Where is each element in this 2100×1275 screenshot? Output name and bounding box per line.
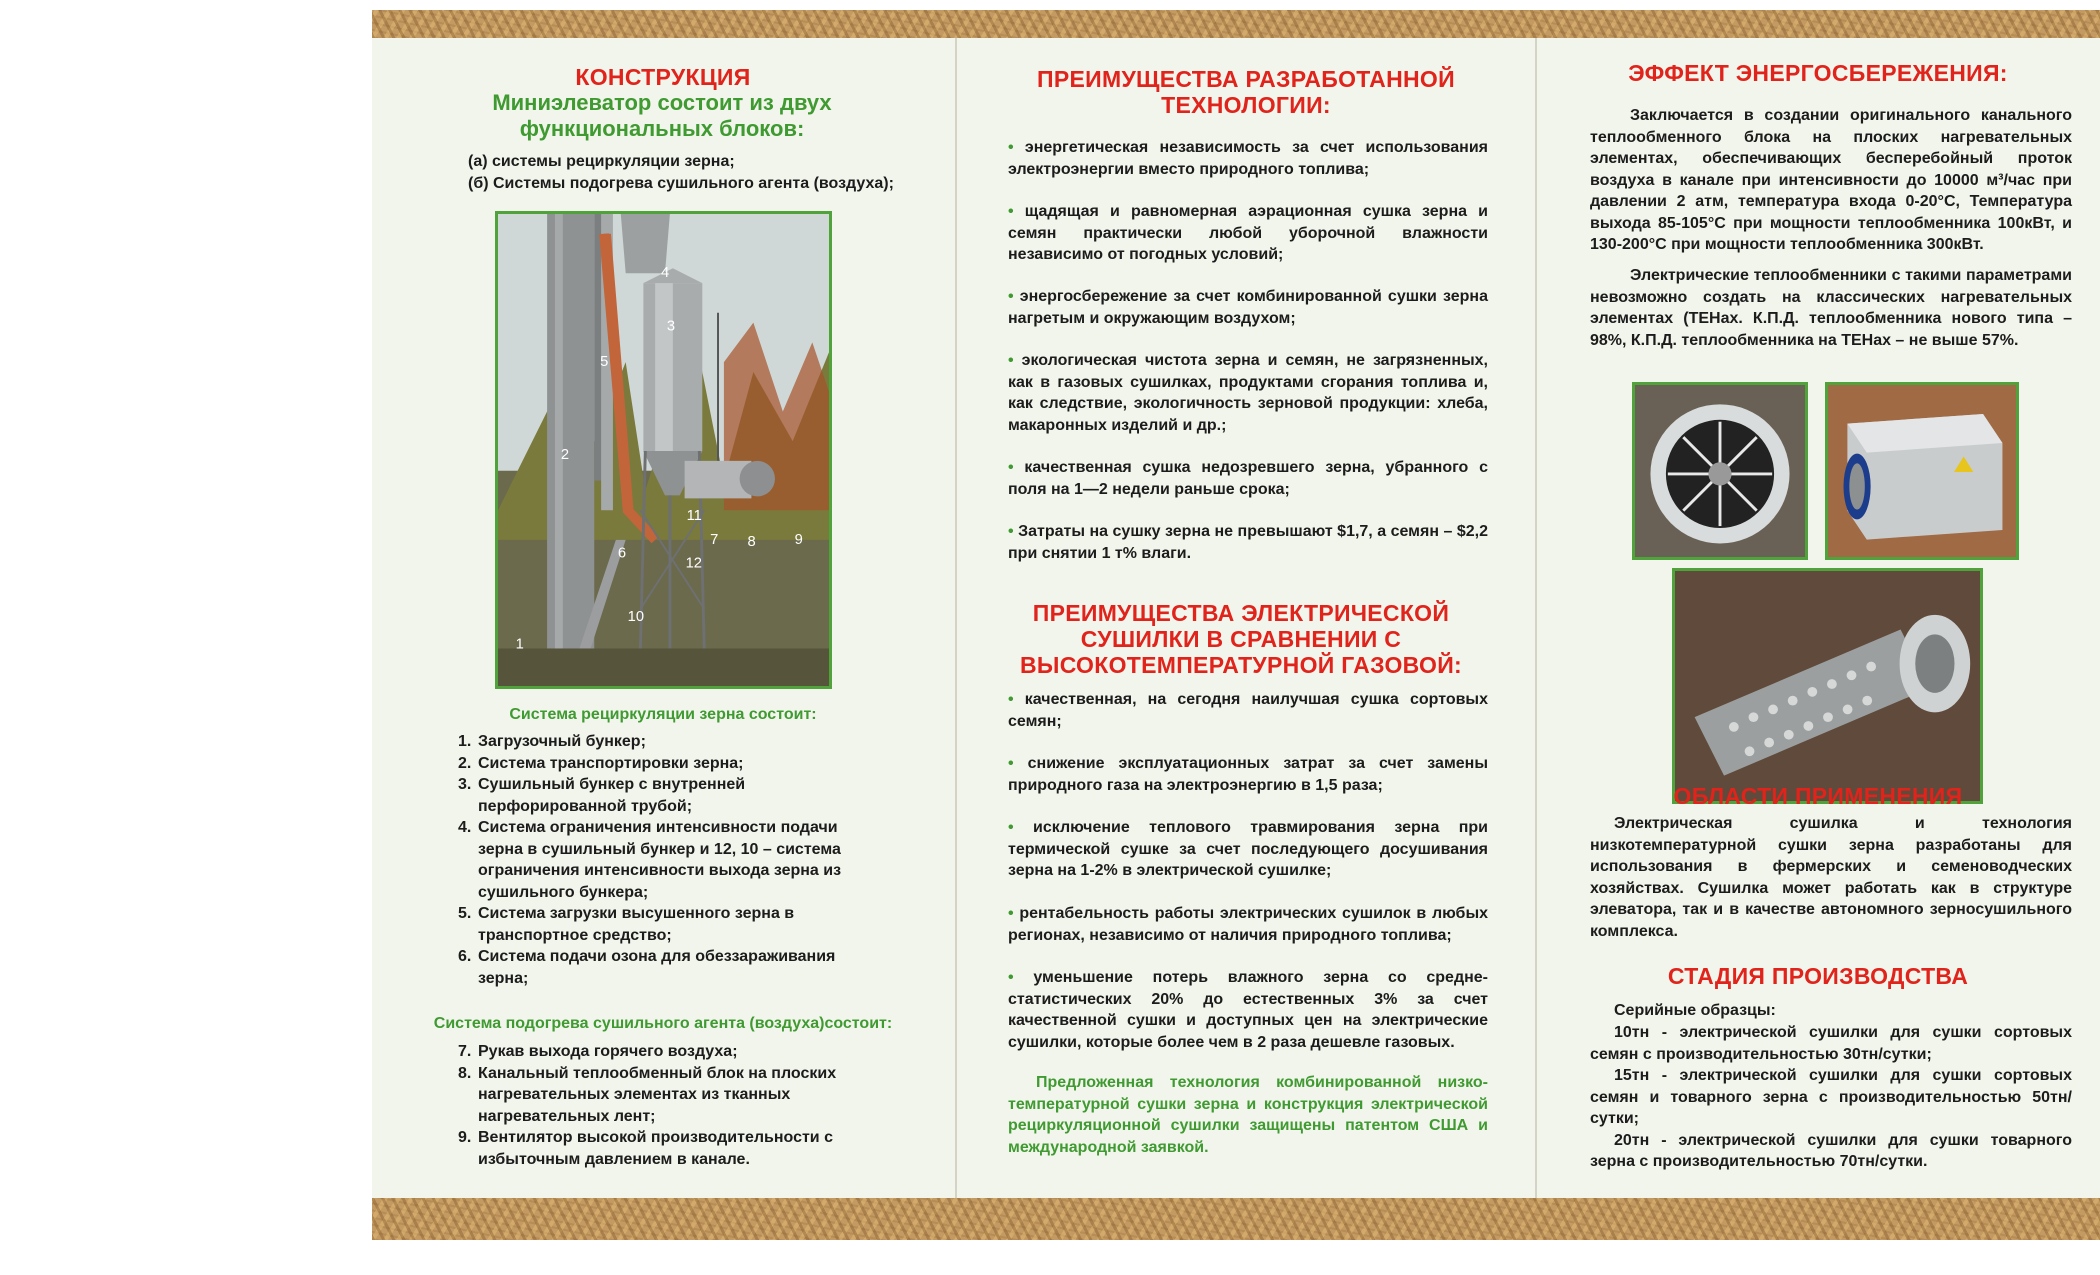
comparison-heading: ПРЕИМУЩЕСТВА ЭЛЕКТРИЧЕСКОЙ СУШИЛКИ В СРАВНЕНИИ С ВЫСОКОТЕМПЕРАТУРНОЙ ГАЗОВОЙ: (1019, 600, 1463, 678)
comparison-item: • исключение теплового травмирования зерна при термической сушке за счет последующего досушивания зерна на 1-2% в электрической сушилке; (1008, 819, 1488, 879)
recirc-item: 3. Сушильный бункер с внутренней перфорированной трубой; (458, 776, 746, 815)
photo-label: 7 (710, 531, 719, 548)
recirc-title: Система рециркуляции зерна состоит: (509, 706, 817, 723)
grain-border-top (372, 10, 2100, 38)
comparison-list (1008, 689, 1488, 1069)
advantages-heading: ПРЕИМУЩЕСТВА РАЗРАБОТАННОЙ ТЕХНОЛОГИИ: (1037, 66, 1455, 118)
serial-item: 20тн - электрической сушилки для сушки товарного зерна с производительностью 70тн/сутки. (1590, 1131, 2072, 1170)
photo-label: 11 (686, 508, 702, 525)
photo-label: 9 (794, 531, 803, 548)
photo-label: 5 (600, 354, 609, 371)
grain-border-bottom (372, 1198, 2100, 1240)
application-heading: ОБЛАСТИ ПРИМЕНЕНИЯ (1673, 783, 1963, 809)
heating-list (458, 1041, 858, 1170)
photo-label: 12 (685, 555, 702, 572)
blocks-list (468, 151, 908, 194)
tenax-block-illustration (1675, 571, 1980, 801)
block-item: (б) Системы подогрева сушильного агента (воздуха); (468, 174, 894, 192)
photo-label: 2 (560, 446, 570, 463)
effect-paragraph-2: Электрические теплообменники с такими параметрами невозможно создать на классических нагревательных элементах (ТЕНах. К.П.Д. теплообменника нового типа – 98%, К.П.Д. теплообменника на ТЕНах – не выше 57%. (1590, 267, 2072, 349)
exchanger-box-illustration (1828, 385, 2016, 557)
channel-exchanger-photo (1825, 382, 2019, 560)
photo-label: 10 (627, 608, 645, 625)
advantages-list (1008, 137, 1488, 565)
comparison-item: • рентабельность работы электрических сушилок в любых регионах, независимо от наличия природного топлива; (1008, 905, 1489, 944)
comparison-item: • снижение эксплуатационных затрат за счет замены природного газа на электроэнергию в 1,5 раза; (1008, 755, 1489, 794)
recirc-item: 5. Система загрузки высушенного зерна в транспортное средство; (458, 905, 795, 944)
comparison-item: • уменьшение потерь влажного зерна со средне-статистических 20% до естественных 3% за счет качественной сушки и доступных цен на электрические сушилки, которые более чем в 2 раза дешевле газовых. (1008, 969, 1488, 1051)
construction-heading: КОНСТРУКЦИЯ (575, 64, 751, 90)
production-heading: СТАДИЯ ПРОИЗВОДСТВА (1667, 963, 1969, 989)
recirc-item: 4. Система ограничения интенсивности подачи зерна в сушильный бункер и 12, 10 – система ограничения интенсивности выхода зерна из сушильного бункера; (458, 819, 842, 901)
recirc-item: 2. Система транспортировки зерна; (458, 754, 744, 772)
advantage-item: • экологическая чистота зерна и семян, не загрязненных, как в газовых сушилках, продуктами сгорания топлива и, как следствие, экологичность зерновой продукции: хлеба, макаронных изделий и др.; (1008, 352, 1488, 434)
serial-item: 10тн - электрической сушилки для сушки сортовых семян с производительностью 30тн/сутки; (1590, 1024, 2072, 1063)
recirc-item: 6. Система подачи озона для обеззараживания зерна; (458, 948, 836, 987)
comparison-item: • качественная, на сегодня наилучшая сушка сортовых семян; (1008, 691, 1488, 730)
advantage-item: • энергосбережение за счет комбинированной сушки зерна нагретым и окружающим воздухом; (1008, 288, 1488, 327)
serial-list (1590, 1022, 2072, 1173)
serial-item: 15тн - электрической сушилки для сушки сортовых семян и товарного зерна с производительностью 50тн/сутки; (1590, 1067, 2072, 1127)
photo-label: 3 (666, 318, 676, 335)
panel-advantages (956, 38, 1534, 1198)
tenax-block-photo (1672, 568, 1983, 804)
fan-heater-illustration (1635, 385, 1805, 557)
heating-item: 8. Канальный теплообменный блок на плоских нагревательных элементах из тканных нагревательных лент; (458, 1064, 837, 1125)
advantage-item: • Затраты на сушку зерна не превышают $1,7, а семян – $2,2 при снятии 1 т% влаги. (1008, 523, 1489, 562)
photo-label: 6 (617, 545, 627, 562)
block-item: (а) системы рециркуляции зерна; (468, 153, 735, 170)
panel-energy (1536, 38, 2100, 1198)
advantage-item: • качественная сушка недозревшего зерна, убранного с поля на 1—2 недели раньше срока; (1008, 459, 1488, 498)
heating-item: 7. Рукав выхода горячего воздуха; (458, 1043, 738, 1060)
photo-label: 4 (661, 265, 670, 282)
energy-heading: ЭФФЕКТ ЭНЕРГОСБЕРЕЖЕНИЯ: (1628, 60, 2008, 86)
effect-paragraph-1: Заключается в создании оригинального канального теплообменного блока на плоских нагревательных элементах, обеспечивающих бесперебойный проток воздуха в канале при интенсивности до 10000 м³/час при давлении 2 атм, температура входа 0-20°С, Температура выхода 85-105°С при мощности теплообменника 100кВт, и 130-200°С при мощности теплообменника 300кВт. (1590, 107, 2072, 253)
advantage-item: • щадящая и равномерная аэрационная сушка зерна и семян практически любой уборочной влажности независимо от погодных условий; (1008, 203, 1488, 263)
panel-construction (372, 38, 954, 1198)
heating-item: 9. Вентилятор высокой производительности с избыточным давлением в канале. (458, 1129, 833, 1168)
patent-note: Предложенная технология комбинированной низко-температурной сушки зерна и конструкция электрической рециркуляционной сушилки защищены патентом США и международной заявкой. (1008, 1074, 1488, 1156)
recirc-list (458, 731, 858, 989)
mini-elevator-illustration (498, 214, 829, 686)
application-text: Электрическая сушилка и технология низкотемпературной сушки зерна разработаны для использования в фермерских и семеноводческих хозяйствах. Сушилка может работать как в структуре элеватора, так и в качестве автономного зерносушильного комплекса. (1590, 815, 2072, 940)
photo-label: 8 (747, 533, 756, 550)
heating-title: Система подогрева сушильного агента (воздуха)состоит: (433, 1015, 893, 1032)
serial-intro: Серийные образцы: (1614, 1002, 1776, 1019)
heater-element-photo (1632, 382, 1808, 560)
mini-elevator-photo (495, 211, 832, 689)
construction-subheading: Миниэлеватор состоит из двух функциональных блоков: (492, 90, 832, 141)
photo-label: 1 (515, 636, 524, 653)
recirc-item: 1. Загрузочный бункер; (458, 733, 646, 750)
advantage-item: • энергетическая независимость за счет использования электроэнергии вместо природного топлива; (1008, 139, 1488, 178)
